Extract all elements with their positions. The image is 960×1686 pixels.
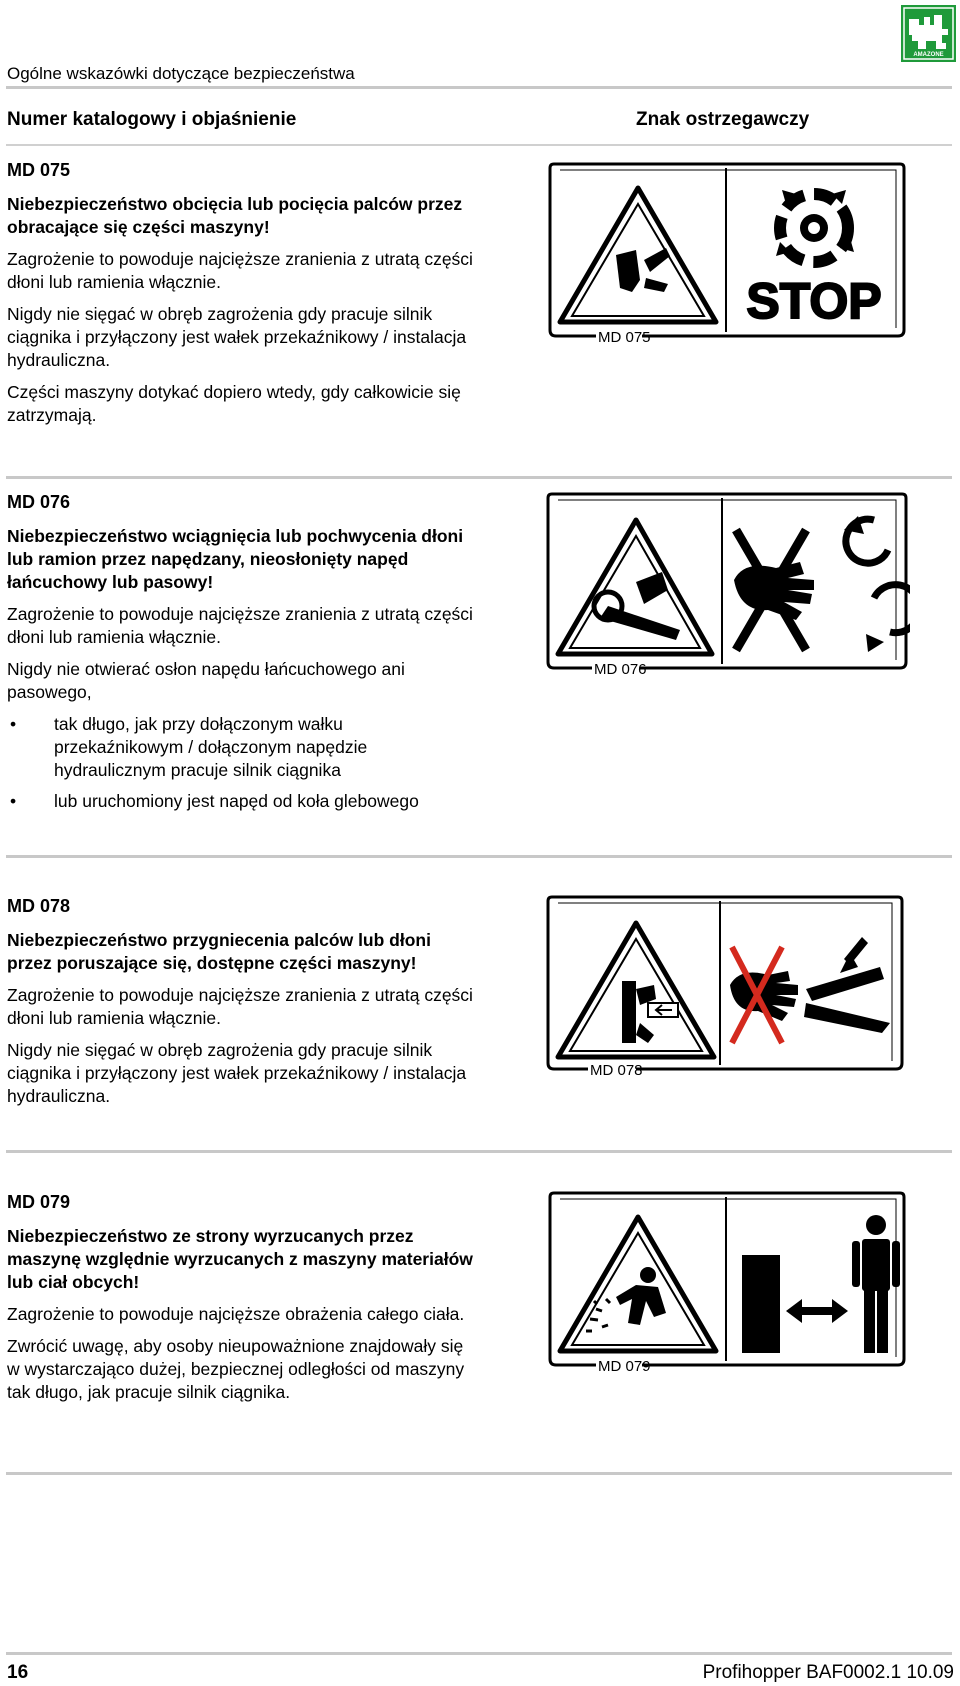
sign-label: MD 079 [598,1358,651,1375]
rotating-blade-icon [776,190,854,262]
document-id: Profihopper BAF0002.1 10.09 [702,1662,954,1683]
entry-paragraph: Nigdy nie sięgać w obręb zagrożenia gdy pracuje silnik ciągnika i przyłączony jest wałek przekaźnikowy / instalacja hydrauliczna. [7,304,467,370]
crushing-parts-icon [804,937,890,1033]
logo-text: AMAZONE [913,52,944,58]
entry-paragraph: Nigdy nie sięgać w obręb zagrożenia gdy pracuje silnik ciągnika i przyłączony jest wałek przekaźnikowy / instalacja hydrauliczna. [7,1040,467,1106]
entry-md076 [7,492,477,821]
entry-paragraph: Zagrożenie to powoduje najcięższe zranienia z utratą części dłoni lub ramienia włącznie. [7,985,473,1028]
entry-paragraph: Zagrożenie to powoduje najcięższe zranienia z utratą części dłoni lub ramienia włącznie. [7,604,473,647]
warning-sign-md076 [544,490,910,680]
divider [6,476,952,479]
amazone-logo [901,5,956,62]
distance-arrow-icon [786,1299,848,1323]
hand-crossed-icon [734,530,814,650]
list-item: • lub uruchomiony jest napęd od koła glebowego [10,791,419,811]
list-item: • tak długo, jak przy dołączonym wałku przekaźnikowym / dołączonym napędzie hydraulicznym pracuje silnik ciągnika [10,714,368,780]
entry-paragraph: Zagrożenie to powoduje najcięższe zranienia z utratą części dłoni lub ramienia włącznie. [7,249,473,292]
warning-sign-md078 [544,893,906,1081]
entry-title: Niebezpieczeństwo ze strony wyrzucanych przez maszynę względnie wyrzucanych z maszyny materiałów lub ciał obcych! [7,1226,473,1292]
entry-code: MD 076 [7,492,71,512]
entry-code: MD 075 [7,160,71,180]
divider [6,144,952,146]
sign-label: MD 075 [598,329,651,346]
entry-paragraph: Części maszyny dotykać dopiero wtedy, gdy całkowicie się zatrzymają. [7,382,461,425]
hand-crossed-icon [730,947,798,1043]
entry-paragraph: Zwrócić uwagę, aby osoby nieupoważnione znajdowały się w wystarczająco dużej, bezpiecznej odległości od maszyny tak długo, jak pracuje silnik ciągnika. [7,1336,465,1402]
column-header-right: Znak ostrzegawczy [636,109,810,130]
sign-label: MD 078 [590,1062,643,1079]
divider [6,855,952,858]
section-title: Ogólne wskazówki dotyczące bezpieczeństwa [7,64,355,83]
column-header-left: Numer katalogowy i objaśnienie [7,109,297,130]
bullet-list [7,713,477,813]
entry-title: Niebezpieczeństwo wciągnięcia lub pochwycenia dłoni lub ramion przez napędzany, nieosłonięty napęd łańcuchowy lub pasowy! [7,526,464,592]
sign-label: MD 076 [594,661,647,678]
warning-sign-md075 [546,160,908,348]
page-number: 16 [7,1662,29,1683]
entry-md079 [7,1192,477,1413]
bullet-text: tak długo, jak przy dołączonym wałku przekaźnikowym / dołączonym napędzie hydraulicznym pracuje silnik ciągnika [54,714,368,780]
footer-divider [6,1652,952,1655]
divider [6,1150,952,1153]
machine-block-icon [742,1255,780,1353]
stop-text: STOP [746,273,882,329]
divider [6,86,952,89]
entry-md075 [7,160,477,436]
entry-code: MD 078 [7,896,71,916]
entry-code: MD 079 [7,1192,71,1212]
entry-paragraph: Nigdy nie otwierać osłon napędu łańcuchowego ani pasowego, [7,659,405,702]
person-icon [852,1215,900,1353]
entry-title: Niebezpieczeństwo przygniecenia palców lub dłoni przez poruszające się, dostępne części maszyny! [7,930,431,973]
entry-paragraph: Zagrożenie to powoduje najcięższe obrażenia całego ciała. [7,1304,465,1324]
entry-title: Niebezpieczeństwo obcięcia lub pocięcia palców przez obracające się części maszyny! [7,194,463,237]
bullet-text: lub uruchomiony jest napęd od koła glebowego [54,791,419,811]
entry-md078 [7,896,477,1117]
rotation-arrows-icon [844,516,910,652]
warning-sign-md079 [546,1189,908,1377]
divider [6,1472,952,1475]
